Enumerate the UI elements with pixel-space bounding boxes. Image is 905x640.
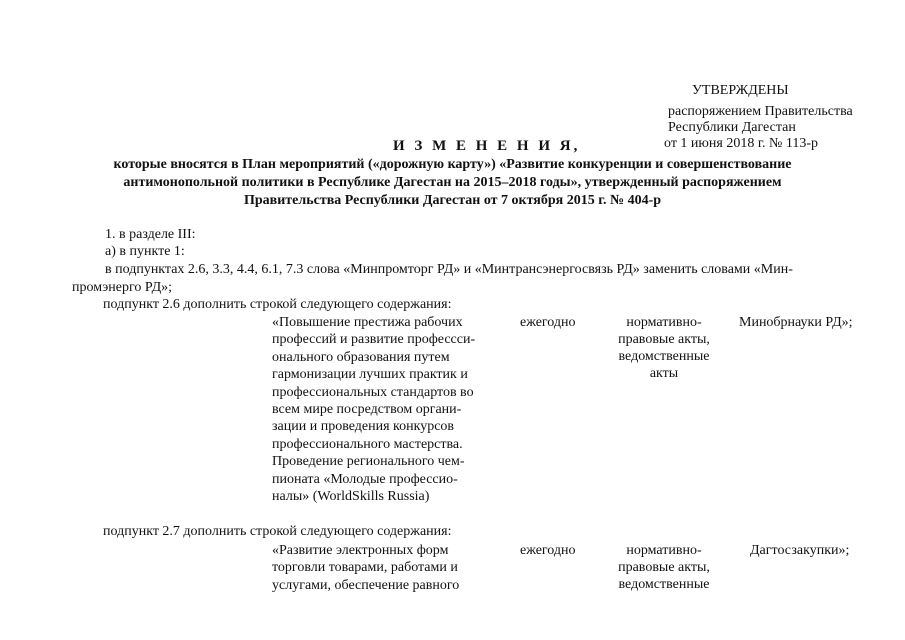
row2-result-line: нормативно- bbox=[626, 543, 702, 558]
approval-line-2: Республики Дагестан bbox=[668, 120, 796, 135]
approval-title: УТВЕРЖДЕНЫ bbox=[692, 83, 789, 98]
subsection-a: а) в пункте 1: bbox=[105, 244, 185, 259]
row1-period: ежегодно bbox=[520, 315, 576, 330]
row1-text-line: пионата «Молодые профессио- bbox=[272, 471, 458, 487]
approval-line-3: от 1 июня 2018 г. № 113-р bbox=[664, 136, 818, 151]
row2-text-line: услугами, обеспечение равного bbox=[272, 577, 460, 593]
row2-period: ежегодно bbox=[520, 543, 576, 558]
row1-text bbox=[272, 314, 490, 505]
section-item-1: 1. в разделе III: bbox=[105, 227, 196, 242]
heading-line-1: которые вносятся в План мероприятий («дорожную карту») «Развитие конкуренции и совершенствование bbox=[113, 157, 792, 172]
subpoint-2-7-intro: подпункт 2.7 дополнить строкой следующего содержания: bbox=[103, 524, 452, 539]
row1-result bbox=[602, 314, 726, 382]
row1-text-line: Проведение регионального чем- bbox=[272, 454, 465, 470]
row2-text-line: торговли товарами, работами и bbox=[272, 560, 458, 576]
heading-line-2: антимонопольной политики в Республике Дагестан на 2015–2018 годы», утвержденный распоряжением bbox=[123, 175, 782, 190]
row1-text-line: профессионального мастерства. bbox=[272, 436, 463, 452]
row2-executor: Дагтосзакупки»; bbox=[750, 543, 850, 558]
row1-text-line: гармонизации лучших практик и bbox=[272, 367, 468, 383]
row2-text bbox=[272, 542, 490, 594]
row2-result bbox=[602, 542, 726, 593]
approval-line-1: распоряжением Правительства bbox=[668, 104, 853, 119]
row2-text-line: «Развитие электронных форм bbox=[272, 543, 449, 558]
row1-result-line: нормативно- bbox=[626, 315, 702, 330]
replace-paragraph-line-2: промэнерго РД»; bbox=[72, 280, 173, 295]
document-title: И З М Е Н Е Н И Я, bbox=[393, 138, 581, 154]
row1-text-line: «Повышение престижа рабочих bbox=[272, 315, 463, 330]
row1-text-line: налы» (WorldSkills Russia) bbox=[272, 489, 430, 505]
row1-text-line: всем мире посредством органи- bbox=[272, 402, 462, 418]
heading-line-3: Правительства Республики Дагестан от 7 октября 2015 г. № 404-р bbox=[243, 193, 662, 208]
row2-result-line: ведомственные bbox=[618, 577, 710, 592]
row1-result-line: акты bbox=[649, 366, 679, 381]
row2-result-line: правовые акты, bbox=[618, 560, 710, 575]
row1-executor: Минобрнауки РД»; bbox=[739, 315, 853, 330]
row1-result-line: правовые акты, bbox=[618, 332, 710, 347]
replace-paragraph-line-1: в подпунктах 2.6, 3.3, 4.4, 6.1, 7.3 слова «Минпромторг РД» и «Минтрансэнергосвязь РД» заменить словами «Мин- bbox=[105, 262, 793, 277]
row1-text-line: онального образования путем bbox=[272, 349, 450, 365]
row1-text-line: профессий и развитие профессси- bbox=[272, 332, 476, 348]
row1-result-line: ведомственные bbox=[618, 349, 710, 364]
row1-text-line: зации и проведения конкурсов bbox=[272, 419, 455, 435]
row1-text-line: профессиональных стандартов во bbox=[272, 384, 474, 400]
subpoint-2-6-intro: подпункт 2.6 дополнить строкой следующего содержания: bbox=[103, 297, 452, 312]
